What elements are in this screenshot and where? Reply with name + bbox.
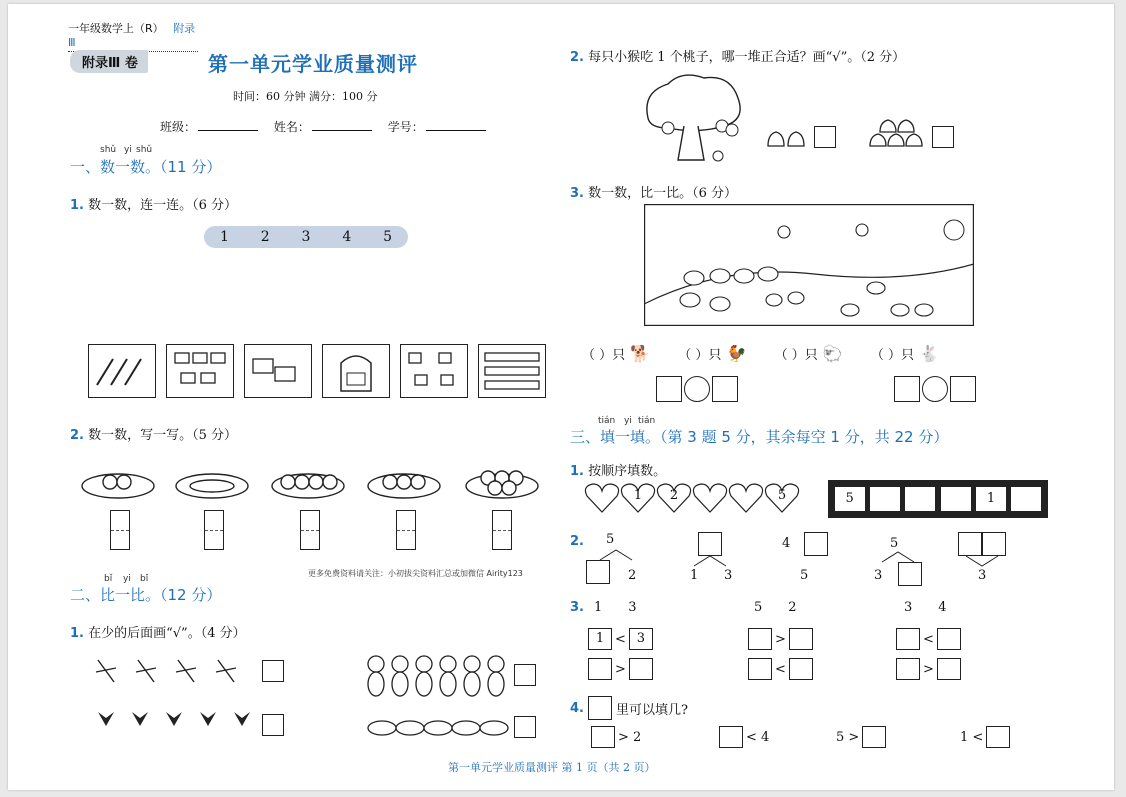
sharpeners-picture[interactable] bbox=[400, 344, 468, 398]
hearts-row bbox=[584, 482, 800, 514]
compare-1: 1 < 3 bbox=[588, 628, 653, 650]
number-5[interactable]: 5 bbox=[383, 229, 393, 245]
question-3-1 bbox=[570, 460, 666, 479]
count-blank-dog[interactable]: （ ）只 bbox=[582, 348, 626, 363]
answer-box[interactable] bbox=[656, 376, 682, 402]
heart-icon[interactable]: 5 bbox=[764, 482, 800, 514]
answer-box[interactable] bbox=[110, 510, 130, 550]
pinyin: tián bbox=[638, 416, 656, 426]
film-cell[interactable] bbox=[940, 486, 972, 512]
question-3-3 bbox=[570, 600, 584, 615]
books-picture[interactable] bbox=[166, 344, 234, 398]
answer-box[interactable] bbox=[789, 658, 813, 680]
split-top: 4 bbox=[782, 536, 791, 551]
answer-box[interactable] bbox=[896, 628, 920, 650]
section-3-title: 三、填一填。（第 3 题 5 分，其余每空 1 分，共 22 分） bbox=[570, 428, 949, 446]
section-2-title: 二、比一比。（12 分） bbox=[70, 586, 222, 604]
question-number: 3. bbox=[570, 186, 584, 201]
farm-scene-illustration bbox=[644, 204, 974, 326]
section-1-title: 一、数一数。（11 分） bbox=[70, 158, 222, 176]
question-number: 1. bbox=[70, 626, 84, 641]
question-number: 2. bbox=[570, 50, 584, 65]
question-number: 3. bbox=[570, 600, 584, 615]
promo-text: 更多免费资料请关注：小初拔尖资料汇总或加微信 Airity123 bbox=[308, 569, 523, 578]
question-text: 数一数，比一比。（6 分） bbox=[588, 186, 738, 201]
rulers-picture[interactable] bbox=[478, 344, 546, 398]
question-number: 2. bbox=[570, 534, 584, 549]
question-number: 4. bbox=[570, 700, 584, 716]
rabbit-icon: 🐇 bbox=[914, 344, 940, 363]
compare-5: < bbox=[748, 658, 813, 680]
exam-meta: 时间：60 分钟 满分：100 分 bbox=[233, 90, 378, 103]
chicken-icon: 🐓 bbox=[721, 344, 747, 363]
sheep-icon: 🐑 bbox=[817, 344, 843, 363]
peach-pile-b bbox=[866, 118, 930, 148]
answer-box[interactable] bbox=[629, 658, 653, 680]
question-1-3 bbox=[570, 46, 905, 65]
compare-2: > bbox=[748, 628, 813, 650]
question-1-4 bbox=[570, 182, 737, 201]
backpack-picture[interactable] bbox=[322, 344, 390, 398]
count-row bbox=[582, 344, 939, 363]
monkey-tree-illustration bbox=[638, 68, 748, 164]
number-4[interactable]: 4 bbox=[342, 229, 352, 245]
compare-3: < bbox=[896, 628, 961, 650]
split-top: 5 bbox=[606, 532, 615, 547]
name-label: 姓名： bbox=[273, 120, 310, 134]
heart-icon[interactable] bbox=[692, 482, 728, 514]
split-left: 3 bbox=[874, 568, 883, 583]
question-1-1 bbox=[70, 194, 237, 213]
inequality-2: < 4 bbox=[716, 726, 769, 748]
film-strip bbox=[828, 480, 1048, 518]
split-right: 3 bbox=[724, 568, 733, 583]
answer-box[interactable] bbox=[719, 726, 743, 748]
answer-box[interactable] bbox=[937, 658, 961, 680]
check-box[interactable] bbox=[932, 126, 954, 148]
answer-box[interactable]: 1 bbox=[588, 628, 612, 650]
film-cell[interactable] bbox=[1010, 486, 1042, 512]
book-header bbox=[68, 20, 198, 52]
answer-box[interactable] bbox=[492, 510, 512, 550]
split-left: 1 bbox=[690, 568, 699, 583]
answer-box[interactable]: 3 bbox=[629, 628, 653, 650]
count-blank-sheep[interactable]: （ ）只 bbox=[774, 348, 818, 363]
number-1[interactable]: 1 bbox=[219, 229, 229, 245]
dragonflies-flowers-illustration bbox=[88, 654, 258, 744]
class-label: 班级： bbox=[160, 120, 197, 134]
pencils-picture[interactable] bbox=[88, 344, 156, 398]
name-field[interactable] bbox=[312, 130, 372, 131]
pinyin: bǐ bbox=[104, 574, 113, 584]
answer-box[interactable] bbox=[894, 376, 920, 402]
question-text: 在少的后面画“√”。（4 分） bbox=[88, 626, 246, 641]
compare-circle[interactable] bbox=[922, 376, 948, 402]
appendix-label: 附录Ⅲ bbox=[68, 22, 196, 49]
pair-1: 1 3 bbox=[594, 600, 637, 615]
answer-box[interactable] bbox=[937, 628, 961, 650]
question-text: 数一数，连一连。（6 分） bbox=[88, 198, 238, 213]
check-box[interactable] bbox=[262, 714, 284, 736]
pinyin: bǐ bbox=[140, 574, 149, 584]
compare-group-2 bbox=[894, 376, 976, 402]
pinyin: yi bbox=[123, 574, 131, 584]
split-right: 3 bbox=[978, 568, 987, 583]
answer-box[interactable] bbox=[789, 628, 813, 650]
answer-box[interactable] bbox=[898, 562, 922, 586]
book-name: 一年级数学上（R） bbox=[68, 22, 164, 35]
question-text: 每只小猴吃 1 个桃子，哪一堆正合适？画“√”。（2 分） bbox=[588, 50, 906, 65]
id-label: 学号： bbox=[387, 120, 424, 134]
pinyin: shǔ bbox=[100, 145, 117, 155]
answer-box[interactable] bbox=[958, 532, 982, 556]
inequality-4: 1 < bbox=[960, 726, 1013, 748]
answer-box[interactable] bbox=[588, 658, 612, 680]
student-info bbox=[160, 118, 498, 135]
answer-box[interactable] bbox=[588, 696, 612, 720]
answer-box[interactable] bbox=[591, 726, 615, 748]
pinyin: yi bbox=[124, 145, 132, 155]
count-blank-rabbit[interactable]: （ ）只 bbox=[870, 348, 915, 363]
number-2[interactable]: 2 bbox=[260, 229, 270, 245]
appendix-tag: 附录Ⅲ 卷 bbox=[70, 50, 148, 73]
question-2-1 bbox=[70, 622, 246, 641]
split-right: 5 bbox=[800, 568, 809, 583]
pinyin: tián bbox=[598, 416, 616, 426]
film-cell[interactable] bbox=[904, 486, 936, 512]
answer-box[interactable] bbox=[712, 376, 738, 402]
pair-3: 3 4 bbox=[904, 600, 947, 615]
question-text: 数一数，写一写。（5 分） bbox=[88, 428, 238, 443]
split-right: 2 bbox=[628, 568, 637, 583]
count-blank-chicken[interactable]: （ ）只 bbox=[678, 348, 722, 363]
answer-box[interactable] bbox=[698, 532, 722, 556]
compare-group-1 bbox=[656, 376, 738, 402]
film-cell[interactable]: 5 bbox=[834, 486, 866, 512]
number-bar bbox=[204, 226, 408, 248]
class-field[interactable] bbox=[198, 130, 258, 131]
answer-box[interactable] bbox=[748, 628, 772, 650]
film-cell[interactable] bbox=[869, 486, 901, 512]
dog-icon: 🐕 bbox=[625, 344, 651, 363]
inequality-3: 5 > bbox=[836, 726, 889, 748]
answer-box[interactable] bbox=[982, 532, 1006, 556]
question-number: 2. bbox=[70, 428, 84, 443]
answer-box[interactable] bbox=[896, 658, 920, 680]
answer-box[interactable] bbox=[396, 510, 416, 550]
check-box[interactable] bbox=[814, 126, 836, 148]
inequality-1: > 2 bbox=[588, 726, 641, 748]
heart-icon[interactable]: 1 bbox=[620, 482, 656, 514]
question-3-4 bbox=[570, 696, 688, 720]
plates-illustration bbox=[78, 456, 558, 506]
check-box[interactable] bbox=[514, 716, 536, 738]
peach-pile-a bbox=[764, 126, 814, 148]
question-number: 1. bbox=[70, 198, 84, 213]
answer-box[interactable] bbox=[204, 510, 224, 550]
split-top: 5 bbox=[890, 536, 899, 551]
check-box[interactable] bbox=[262, 660, 284, 682]
compare-6: > bbox=[896, 658, 961, 680]
answer-box[interactable] bbox=[586, 560, 610, 584]
question-text: 按顺序填数。 bbox=[588, 464, 667, 479]
answer-box[interactable] bbox=[748, 658, 772, 680]
worksheet-page bbox=[8, 4, 1114, 790]
pinyin: shǔ bbox=[136, 145, 153, 155]
answer-box[interactable] bbox=[950, 376, 976, 402]
page-title: 第一单元学业质量测评 bbox=[208, 52, 418, 76]
answer-box[interactable] bbox=[300, 510, 320, 550]
question-text: 里可以填几? bbox=[615, 702, 688, 718]
answer-box[interactable] bbox=[862, 726, 886, 748]
compare-circle[interactable] bbox=[684, 376, 710, 402]
number-3[interactable]: 3 bbox=[301, 229, 311, 245]
question-1-2 bbox=[70, 424, 237, 443]
heart-icon[interactable]: 2 bbox=[656, 482, 692, 514]
pinyin: yi bbox=[624, 416, 632, 426]
compare-4: > bbox=[588, 658, 653, 680]
bears-peppers-illustration bbox=[364, 650, 514, 740]
id-field[interactable] bbox=[426, 130, 486, 131]
heart-icon[interactable] bbox=[728, 482, 764, 514]
answer-box[interactable] bbox=[986, 726, 1010, 748]
question-number: 1. bbox=[570, 464, 584, 479]
heart-icon[interactable] bbox=[584, 482, 620, 514]
page-footer: 第一单元学业质量测评 第 1 页（共 2 页） bbox=[448, 761, 656, 774]
erasers-picture[interactable] bbox=[244, 344, 312, 398]
answer-box[interactable] bbox=[804, 532, 828, 556]
check-box[interactable] bbox=[514, 664, 536, 686]
question-3-2 bbox=[570, 534, 584, 549]
split-diagrams bbox=[586, 532, 1046, 588]
film-cell[interactable]: 1 bbox=[975, 486, 1007, 512]
pair-2: 5 2 bbox=[754, 600, 797, 615]
